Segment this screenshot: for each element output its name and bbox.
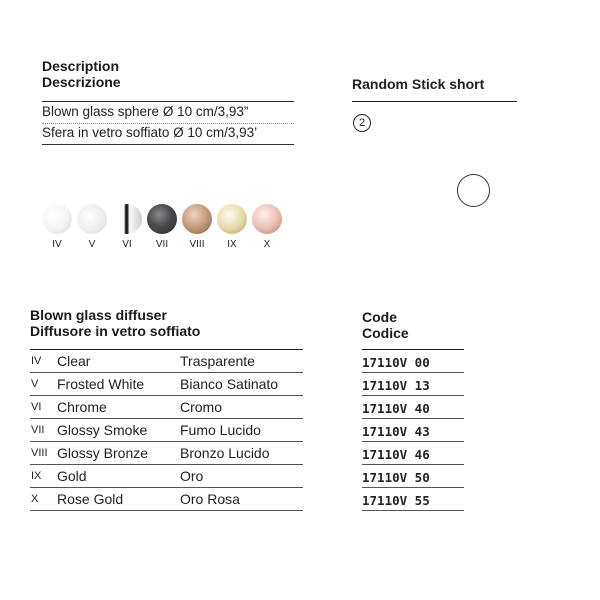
table-row: [30, 442, 303, 465]
code-row: 17110V 13: [362, 373, 464, 396]
code-title-it: Codice: [362, 325, 409, 341]
table-row: [30, 419, 303, 442]
swatch-label: VIII: [189, 239, 205, 250]
description-line-it: Sfera in vetro soffiato Ø 10 cm/3,93’: [42, 123, 294, 145]
description-line-en: Blown glass sphere Ø 10 cm/3,93”: [42, 101, 294, 124]
finish-name-en: Glossy Bronze: [57, 445, 149, 461]
sphere-outline-icon: [457, 174, 490, 207]
table-row: [30, 373, 303, 396]
swatch-clear: [42, 204, 72, 234]
diffuser-title-it: Diffusore in vetro soffiato: [30, 323, 201, 339]
swatch-label: X: [263, 239, 271, 250]
swatch-label: V: [88, 239, 96, 250]
description-title-it: Descrizione: [42, 74, 121, 90]
finish-table: [30, 349, 303, 511]
diffuser-heading: [30, 307, 200, 339]
finish-number: X: [31, 493, 39, 505]
description-title-en: Description: [42, 58, 120, 74]
code-row: 17110V 00: [362, 350, 464, 373]
finish-number: VI: [31, 401, 42, 413]
description-heading: [42, 58, 121, 90]
finish-name-it: Bronzo Lucido: [180, 445, 270, 461]
swatch-frosted: [77, 204, 107, 234]
finish-number: VIII: [31, 447, 48, 459]
code-row: 17110V 50: [362, 465, 464, 488]
code-row: 17110V 40: [362, 396, 464, 419]
finish-name-it: Cromo: [180, 399, 223, 415]
finish-name-en: Glossy Smoke: [57, 422, 148, 438]
product-rule: [352, 101, 517, 102]
finish-name-it: Fumo Lucido: [180, 422, 261, 438]
finish-number: VII: [31, 424, 45, 436]
code-row: 17110V 43: [362, 419, 464, 442]
finish-name-en: Chrome: [57, 399, 107, 415]
finish-name-it: Trasparente: [180, 353, 255, 369]
table-row: [30, 488, 303, 511]
finish-name-en: Clear: [57, 353, 91, 369]
swatch-label: VII: [155, 239, 169, 250]
finish-name-en: Gold: [57, 468, 87, 484]
swatch-bronze: [182, 204, 212, 234]
table-row: [30, 350, 303, 373]
finish-name-it: Oro Rosa: [180, 491, 240, 507]
quantity-badge: 2: [353, 114, 371, 132]
code-row: 17110V 55: [362, 488, 464, 511]
swatch-rosegold: [252, 204, 282, 234]
swatch-gold: [217, 204, 247, 234]
swatch-label: IX: [227, 239, 237, 250]
finish-name-it: Oro: [180, 468, 204, 484]
code-list: [362, 349, 464, 511]
finish-number: IX: [31, 470, 42, 482]
finish-name-en: Frosted White: [57, 376, 145, 392]
swatch-label: VI: [122, 239, 132, 250]
table-row: [30, 396, 303, 419]
code-heading: [362, 309, 409, 341]
code-title-en: Code: [362, 309, 397, 325]
swatch-label: IV: [52, 239, 62, 250]
table-row: [30, 465, 303, 488]
swatch-smoke: [147, 204, 177, 234]
finish-name-en: Rose Gold: [57, 491, 124, 507]
diffuser-title-en: Blown glass diffuser: [30, 307, 167, 323]
swatch-chrome: [112, 204, 142, 234]
code-row: 17110V 46: [362, 442, 464, 465]
finish-name-it: Bianco Satinato: [180, 376, 279, 392]
product-name: Random Stick short: [352, 76, 485, 92]
finish-number: IV: [31, 355, 42, 367]
finish-number: V: [31, 378, 39, 390]
